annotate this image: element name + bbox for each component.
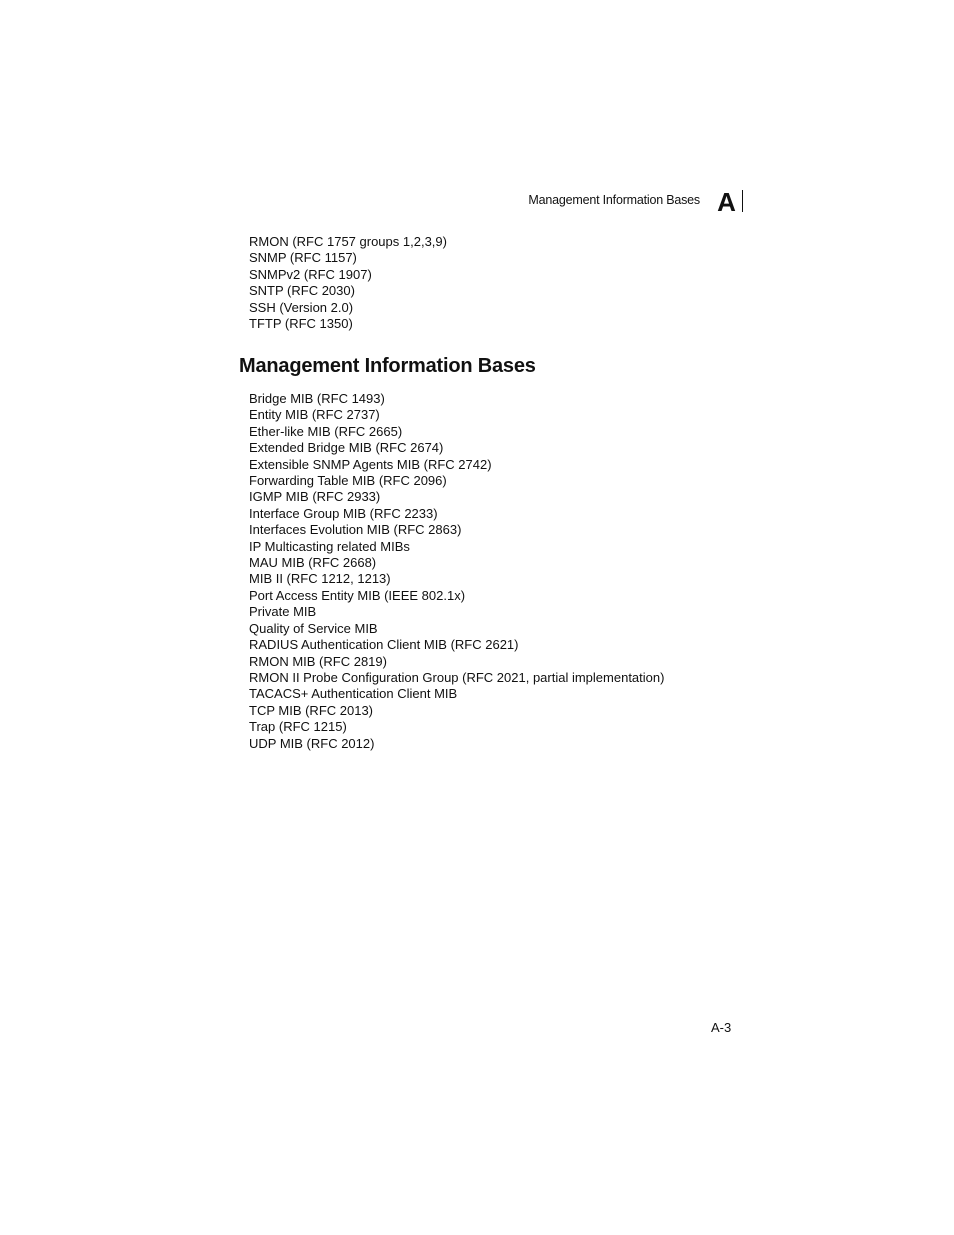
list-item: Extensible SNMP Agents MIB (RFC 2742) bbox=[249, 456, 492, 472]
list-item: Interfaces Evolution MIB (RFC 2863) bbox=[249, 522, 462, 538]
protocols-list bbox=[249, 234, 447, 332]
list-item: Private MIB bbox=[249, 604, 317, 620]
list-item: RMON MIB (RFC 2819) bbox=[249, 653, 387, 669]
list-item: Trap (RFC 1215) bbox=[249, 719, 347, 735]
mib-list bbox=[249, 391, 664, 752]
list-item: SNTP (RFC 2030) bbox=[249, 283, 355, 299]
list-item: Bridge MIB (RFC 1493) bbox=[249, 391, 385, 406]
appendix-letter: A bbox=[717, 187, 735, 217]
list-item: UDP MIB (RFC 2012) bbox=[249, 735, 375, 751]
list-item: SSH (Version 2.0) bbox=[249, 299, 354, 315]
section-heading: Management Information Bases bbox=[239, 355, 536, 377]
list-item: TCP MIB (RFC 2013) bbox=[249, 702, 374, 718]
list-item: Forwarding Table MIB (RFC 2096) bbox=[249, 473, 447, 489]
list-item: TACACS+ Authentication Client MIB bbox=[249, 686, 458, 702]
list-item: Interface Group MIB (RFC 2233) bbox=[249, 505, 438, 521]
list-item: Port Access Entity MIB (IEEE 802.1x) bbox=[249, 587, 466, 603]
list-item: Ether-like MIB (RFC 2665) bbox=[249, 423, 403, 439]
list-item: Entity MIB (RFC 2737) bbox=[249, 407, 380, 423]
running-header bbox=[400, 187, 743, 217]
list-item: Quality of Service MIB bbox=[249, 620, 378, 636]
list-item: SNMPv2 (RFC 1907) bbox=[249, 266, 372, 282]
list-item: RMON II Probe Configuration Group (RFC 2021, partial implementation) bbox=[249, 669, 665, 685]
appendix-tab bbox=[711, 187, 743, 217]
list-item: RADIUS Authentication Client MIB (RFC 2621) bbox=[249, 637, 519, 653]
list-item: Extended Bridge MIB (RFC 2674) bbox=[249, 440, 444, 456]
list-item: MAU MIB (RFC 2668) bbox=[249, 555, 377, 571]
running-header-title: Management Information Bases bbox=[528, 193, 700, 207]
page-number: A-3 bbox=[711, 1020, 732, 1035]
list-item: MIB II (RFC 1212, 1213) bbox=[249, 571, 391, 587]
list-item: SNMP (RFC 1157) bbox=[249, 250, 357, 266]
list-item: IGMP MIB (RFC 2933) bbox=[249, 489, 381, 505]
list-item: RMON (RFC 1757 groups 1,2,3,9) bbox=[249, 234, 447, 249]
list-item: IP Multicasting related MIBs bbox=[249, 538, 410, 554]
list-item: TFTP (RFC 1350) bbox=[249, 316, 353, 332]
